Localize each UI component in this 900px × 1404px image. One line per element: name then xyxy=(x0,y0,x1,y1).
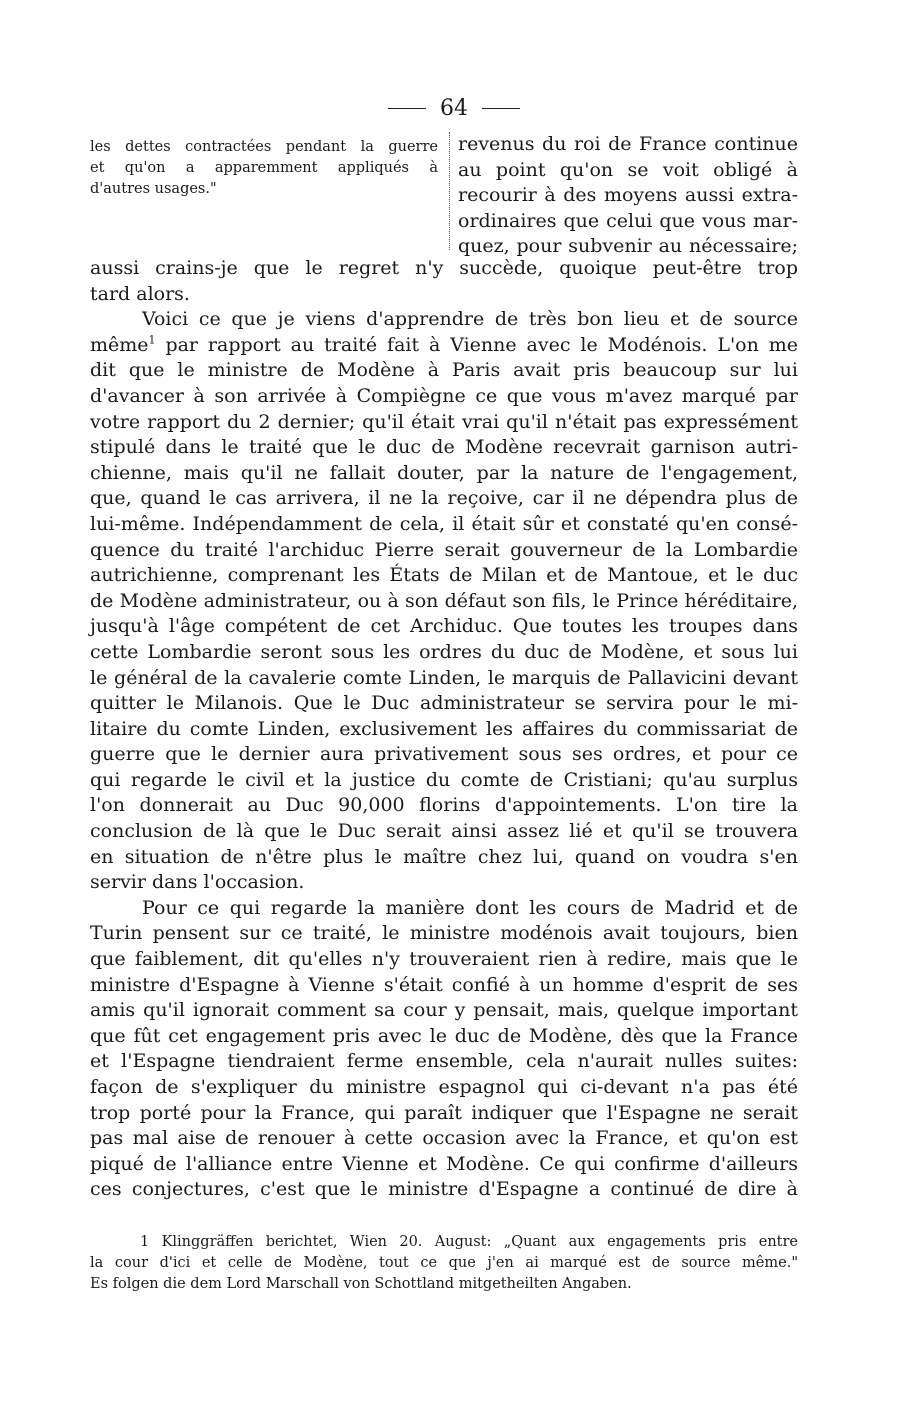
footnote-line: 1 Klinggräffen berichtet, Wien 20. August: „Quant aux engagements pris entre xyxy=(140,1234,798,1250)
note-line: les dettes contractées pendant la guerre xyxy=(90,139,438,155)
body-line: votre rapport du 2 dernier; qu'il était vrai qu'il n'était pas expressément xyxy=(90,410,798,433)
main-line: revenus du roi de France continue xyxy=(458,133,798,155)
body-line: en situation de n'être plus le maître chez lui, quand on voudra s'en xyxy=(90,845,798,868)
body-line: jusqu'à l'âge compétent de cet Archiduc. Que toutes les troupes dans xyxy=(90,615,798,638)
body-line: qui regarde le civil et la justice du comte de Cristiani; qu'au surplus xyxy=(90,768,798,791)
body-line: façon de s'expliquer du ministre espagnol qui ci-devant n'a pas été xyxy=(90,1076,798,1098)
body-line: piqué de l'alliance entre Vienne et Modène. Ce qui confirme d'ailleurs xyxy=(90,1152,798,1175)
page-header xyxy=(110,90,798,126)
body-line: pas mal aise de renouer à cette occasion avec la France, et qu'on est xyxy=(90,1127,798,1150)
body-line: trop porté pour la France, qui paraît indiquer que l'Espagne ne serait xyxy=(90,1101,798,1124)
main-line: au point qu'on se voit obligé à xyxy=(458,158,798,181)
body-line: tard alors. xyxy=(90,282,190,305)
body-line: dit que le ministre de Modène à Paris avait pris beaucoup sur lui xyxy=(90,359,798,382)
body-line: Voici ce que je viens d'apprendre de très bon lieu et de source xyxy=(142,308,798,331)
page xyxy=(90,90,798,1203)
body-line: aussi crains-je que le regret n'y succède, quoique peut-être trop xyxy=(90,257,798,279)
body-line: autrichienne, comprenant les États de Milan et de Mantoue, et le duc xyxy=(90,564,798,587)
page-number: 64 xyxy=(440,95,468,121)
body-text xyxy=(90,256,798,1203)
body-line: stipulé dans le traité que le duc de Modène recevrait garnison autri- xyxy=(90,436,798,459)
body-line: que fût cet engagement pris avec le duc de Modène, dès que la France xyxy=(90,1024,798,1047)
body-line-with-footnote xyxy=(90,333,798,359)
body-line: quence du traité l'archiduc Pierre serait gouverneur de la Lombardie xyxy=(90,538,798,561)
main-line: quez, pour subvenir au nécessaire; xyxy=(458,235,798,257)
body-line: Pour ce qui regarde la manière dont les cours de Madrid et de xyxy=(142,896,798,919)
body-line-rest: par rapport au traité fait à Vienne avec le Modénois. L'on me xyxy=(165,333,798,356)
column-divider xyxy=(449,132,450,250)
body-line: de Modène administrateur, ou à son défaut son fils, le Prince héréditaire, xyxy=(90,589,798,612)
body-line: lui-même. Indépendamment de cela, il était sûr et constaté qu'en consé- xyxy=(90,512,798,535)
body-line: litaire du comte Linden, exclusivement les affaires du commissariat de xyxy=(90,717,798,740)
body-line: guerre que le dernier aura privativement sous ses ordres, et pour ce xyxy=(90,743,798,766)
footnote-line: Es folgen die dem Lord Marschall von Schottland mitgetheilten Angaben. xyxy=(90,1276,632,1292)
body-line: Turin pensent sur ce traité, le ministre modénois avait toujours, bien xyxy=(90,922,798,945)
footnotes xyxy=(90,1232,798,1295)
body-line: et l'Espagne tiendraient ferme ensemble, cela n'aurait nulles suites: xyxy=(90,1050,798,1073)
body-line: conclusion de là que le Duc serait ainsi assez lié et qu'il se trouvera xyxy=(90,820,798,843)
header-dash-left xyxy=(388,108,426,109)
body-line: ces conjectures, c'est que le ministre d'Espagne a continué de dire à xyxy=(90,1178,798,1201)
body-line: le général de la cavalerie comte Linden, le marquis de Pallavicini devant xyxy=(90,666,798,689)
body-line: cette Lombardie seront sous les ordres du duc de Modène, et sous lui xyxy=(90,640,798,663)
body-line: ministre d'Espagne à Vienne s'était confié à un homme d'esprit de ses xyxy=(90,973,798,996)
body-line: l'on donnerait au Duc 90,000 florins d'appointements. L'on tire la xyxy=(90,794,798,817)
body-line: que faiblement, dit qu'elles n'y trouveraient rien à redire, mais que le xyxy=(90,948,798,971)
header-dash-right xyxy=(482,108,520,109)
body-line: quitter le Milanois. Que le Duc administrateur se servira pour le mi- xyxy=(90,692,798,715)
body-line: servir dans l'occasion. xyxy=(90,871,305,894)
main-column xyxy=(458,132,798,260)
body-line: amis qu'il ignorait comment sa cour y pensait, mais, quelque important xyxy=(90,999,798,1022)
footnote-marker: 1 xyxy=(148,333,156,347)
main-line: recourir à des moyens aussi extra- xyxy=(458,184,798,206)
body-line: chienne, mais qu'il ne fallait douter, par la nature de l'engagement, xyxy=(90,461,798,484)
note-line: et qu'on a apparemment appliqués à xyxy=(90,160,438,176)
main-line: ordinaires que celui que vous mar- xyxy=(458,209,798,232)
split-section xyxy=(90,132,798,256)
note-line: d'autres usages." xyxy=(90,181,217,197)
body-word: même xyxy=(90,333,149,356)
body-line: d'avancer à son arrivée à Compiègne ce que vous m'avez marqué par xyxy=(90,384,798,407)
body-line: que, quand le cas arrivera, il ne la reçoive, car il ne dépendra plus de xyxy=(90,487,798,510)
note-column xyxy=(90,132,438,256)
footnote-line: la cour d'ici et celle de Modène, tout ce que j'en ai marqué est de source même." xyxy=(90,1255,798,1271)
